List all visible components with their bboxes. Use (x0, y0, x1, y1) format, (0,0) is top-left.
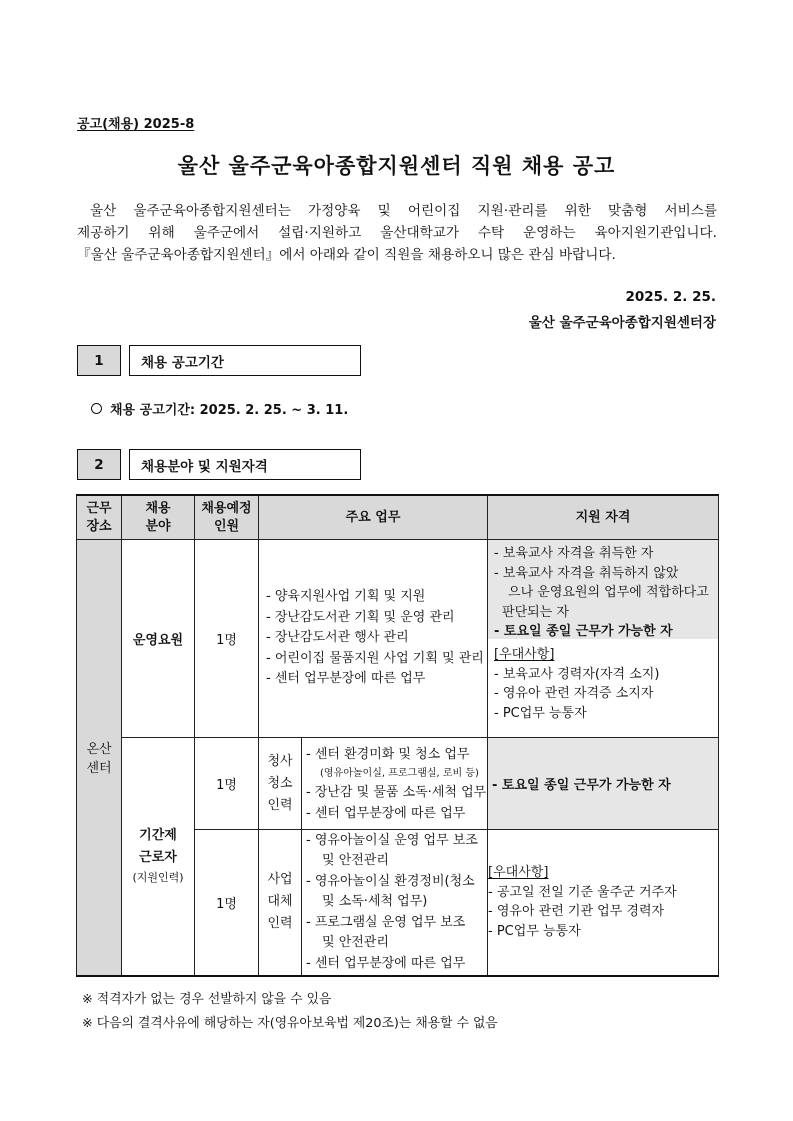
duty-item: - 장난감 및 물품 소독·세척 업무 (306, 784, 487, 800)
role-line: 사업 (267, 872, 293, 888)
temp-field-sub: (지원인력) (132, 871, 184, 885)
duty-item: - 장난감도서관 행사 관리 (266, 628, 487, 649)
section-1-number: 1 (77, 345, 121, 376)
qual-item-bold: - 토요일 종일 근무가 가능한 자 (494, 624, 673, 639)
count-row3: 1명 (195, 830, 259, 976)
preferred-title: [우대사항] (494, 647, 555, 662)
role-line: 인력 (267, 797, 293, 813)
duty-item-sub: (영유아놀이실, 프로그램실, 로비 등) (320, 767, 479, 779)
role-line: 대체 (267, 894, 293, 910)
count-row2: 1명 (195, 738, 259, 830)
header-location (77, 495, 122, 540)
quals-row3 (488, 830, 719, 976)
header-duties: 주요 업무 (259, 495, 488, 540)
intro-line-1: 울산 울주군육아종합지원센터는 가정양육 및 어린이집 지원·관리를 위한 맞춤형 서비스를 (90, 203, 717, 219)
quals-row2: - 토요일 종일 근무가 가능한 자 (488, 738, 719, 830)
duty-item-cont: 및 안전관리 (322, 853, 389, 868)
temp-field-line1: 기간제 (139, 828, 177, 844)
header-field-line2: 분야 (145, 518, 171, 534)
duty-item: - 프로그램실 운영 업무 보조 (306, 914, 466, 930)
role-line: 청소 (267, 775, 293, 791)
notice-date: 2025. 2. 25. (625, 289, 716, 305)
header-count (195, 495, 259, 540)
recruitment-period (91, 399, 348, 418)
header-field (122, 495, 195, 540)
field-operation-staff: 운영요원 (122, 540, 195, 738)
intro-line-3: 『울산 울주군육아종합지원센터』에서 아래와 같이 직원을 채용하오니 많은 관심 바랍니다. (77, 247, 616, 263)
duties-row1 (259, 540, 488, 738)
header-qualifications: 지원 자격 (488, 495, 719, 540)
field-temp-worker (122, 738, 195, 976)
duty-item: - 센터 업무분장에 따른 업무 (266, 669, 487, 690)
notice-number: 공고(채용) 2025-8 (77, 117, 195, 132)
period-text: 채용 공고기간: 2025. 2. 25. ~ 3. 11. (110, 403, 349, 418)
section-1-title: 채용 공고기간 (129, 345, 361, 376)
qual-item: - 보육교사 자격을 취득한 자 (494, 546, 654, 561)
note-2: ※ 다음의 결격사유에 해당하는 자(영유아보육법 제20조)는 채용할 수 없음 (82, 1016, 498, 1031)
qual-item: 판단되는 자 (502, 604, 569, 620)
circle-bullet-icon (91, 403, 102, 414)
header-field-line1: 채용 (145, 500, 171, 516)
header-location-line2: 장소 (86, 518, 112, 534)
duty-item: - 장난감도서관 기획 및 운영 관리 (266, 608, 487, 629)
duty-item: - 센터 환경미화 및 청소 업무 (306, 746, 470, 762)
table-row (77, 738, 719, 830)
location-line2: 센터 (86, 761, 112, 777)
pref-item: - 영유아 관련 자격증 소지자 (494, 686, 654, 701)
pref-item: - 보육교사 경력자(자격 소지) (494, 666, 660, 682)
duties-row3 (302, 830, 488, 976)
duty-item: - 양육지원사업 기획 및 지원 (266, 587, 487, 608)
qual-item: 으나 운영요원의 업무에 적합하다고 (508, 585, 709, 600)
note-1: ※ 적격자가 없는 경우 선발하지 않을 수 있음 (82, 992, 332, 1007)
role-line: 청사 (267, 753, 293, 769)
issuer: 울산 울주군육아종합지원센터장 (528, 315, 716, 331)
header-count-line2: 인원 (213, 518, 240, 534)
intro-paragraph (77, 200, 717, 266)
duty-item: - 영유아놀이실 운영 업무 보조 (306, 832, 478, 848)
intro-line-2: 제공하기 위해 울주군에서 설립·지원하고 울산대학교가 수탁 운영하는 육아지원기관입니다. (77, 225, 717, 241)
section-2-number: 2 (77, 449, 121, 480)
quals-row1-preferred (488, 639, 718, 723)
pref-item: - PC업무 능통자 (488, 923, 581, 939)
pref-item: - 영유아 관련 기관 업무 경력자 (488, 904, 665, 920)
pref-item: - 공고일 전일 기준 울주군 거주자 (488, 884, 677, 900)
duties-list (259, 587, 487, 690)
page-title: 울산 울주군육아종합지원센터 직원 채용 공고 (177, 154, 616, 178)
pref-item: - PC업무 능통자 (494, 705, 587, 721)
recruitment-table (76, 494, 719, 977)
header-location-line1: 근무 (86, 500, 112, 516)
temp-field-line2: 근로자 (139, 850, 177, 866)
duty-item: - 어린이집 물품지원 사업 기획 및 관리 (266, 649, 487, 670)
table-row (77, 540, 719, 738)
duty-item: - 센터 업무분장에 따른 업무 (306, 805, 466, 821)
duties-row2 (302, 738, 488, 830)
role-cleaning (259, 738, 302, 830)
preferred-title: [우대사항] (488, 865, 549, 881)
header-count-line1: 채용예정 (201, 500, 252, 516)
location-line1: 온산 (86, 742, 112, 758)
quals-row1 (488, 540, 719, 738)
section-2-title: 채용분야 및 지원자격 (129, 449, 361, 480)
qual-item: - 보육교사 자격을 취득하지 않았 (494, 565, 679, 581)
role-line: 인력 (267, 916, 293, 932)
duty-item-cont: 및 소독·세척 업무) (322, 894, 428, 909)
duty-item: - 영유아놀이실 환경정비(청소 (306, 873, 475, 889)
duty-item: - 센터 업무분장에 따른 업무 (306, 955, 466, 971)
quals-row1-required (488, 540, 718, 639)
table-header-row (77, 495, 719, 540)
duty-item-cont: 및 안전관리 (322, 935, 389, 950)
location-cell (77, 540, 122, 976)
role-substitute (259, 830, 302, 976)
count-row1: 1명 (195, 540, 259, 738)
